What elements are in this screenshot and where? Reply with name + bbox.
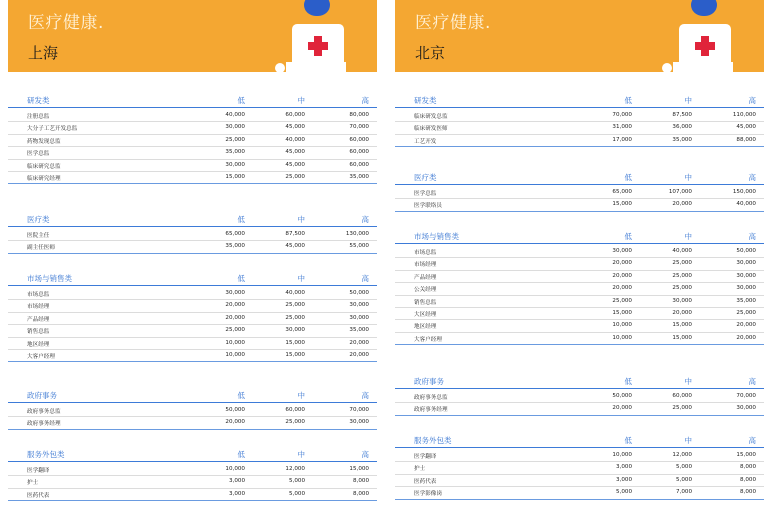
job-title-cell: 市场经理 xyxy=(27,304,50,311)
salary-high-cell: 70,000 xyxy=(736,393,756,399)
salary-low-cell: 35,000 xyxy=(225,149,245,156)
salary-section xyxy=(395,172,764,212)
salary-high-cell: 60,000 xyxy=(349,136,369,143)
salary-section xyxy=(395,95,764,147)
job-title-cell: 地区经理 xyxy=(27,341,50,348)
section-rows xyxy=(8,110,377,184)
job-title-cell: 临床研发总监 xyxy=(414,114,448,120)
salary-mid-cell: 60,000 xyxy=(285,407,305,413)
brand-title: 医疗健康. xyxy=(415,13,491,33)
salary-low-cell: 20,000 xyxy=(612,405,632,412)
section-title: 服务外包类 xyxy=(27,450,65,459)
salary-low-cell: 20,000 xyxy=(612,260,632,267)
salary-low-cell: 20,000 xyxy=(225,302,245,309)
salary-mid-cell: 25,000 xyxy=(672,260,692,267)
job-title-cell: 临床研究总监 xyxy=(27,163,61,170)
job-title-cell: 医学翻译 xyxy=(27,468,50,474)
salary-high-cell: 30,000 xyxy=(736,405,756,412)
salary-high-cell: 30,000 xyxy=(349,314,369,321)
table-row xyxy=(395,487,764,499)
job-title-cell: 药物发现总监 xyxy=(27,138,61,145)
salary-section xyxy=(395,231,764,345)
column-mid-header: 中 xyxy=(684,232,692,241)
salary-low-cell: 25,000 xyxy=(612,297,632,304)
salary-high-cell: 8,000 xyxy=(739,476,756,483)
salary-low-cell: 10,000 xyxy=(225,339,245,346)
job-title-cell: 工艺开发 xyxy=(414,138,437,145)
table-row xyxy=(395,391,764,403)
column-mid-header: 中 xyxy=(684,173,692,182)
salary-mid-cell: 35,000 xyxy=(672,136,692,143)
salary-low-cell: 20,000 xyxy=(612,272,632,279)
salary-low-cell: 3,000 xyxy=(228,490,245,497)
salary-high-cell: 20,000 xyxy=(349,339,369,346)
salary-low-cell: 5,000 xyxy=(615,489,632,496)
salary-section xyxy=(8,95,377,184)
job-title-cell: 市场经理 xyxy=(414,262,437,269)
table-row xyxy=(395,462,764,474)
salary-high-cell: 50,000 xyxy=(736,248,756,254)
job-title-cell: 医学翻译 xyxy=(414,454,437,460)
salary-high-cell: 30,000 xyxy=(736,272,756,279)
table-row xyxy=(395,122,764,134)
job-title-cell: 公关经理 xyxy=(414,287,437,294)
salary-high-cell: 40,000 xyxy=(736,201,756,208)
job-title-cell: 大区经理 xyxy=(414,311,437,318)
section-header xyxy=(8,449,377,462)
salary-high-cell: 8,000 xyxy=(352,490,369,497)
salary-mid-cell: 45,000 xyxy=(285,243,305,250)
section-header xyxy=(8,390,377,403)
salary-mid-cell: 87,500 xyxy=(672,112,692,118)
table-row xyxy=(8,288,377,300)
salary-low-cell: 50,000 xyxy=(225,407,245,413)
salary-low-cell: 50,000 xyxy=(612,393,632,399)
table-row xyxy=(8,350,377,362)
salary-low-cell: 30,000 xyxy=(612,248,632,254)
salary-mid-cell: 15,000 xyxy=(672,322,692,329)
table-row xyxy=(395,283,764,295)
brand-title: 医疗健康. xyxy=(28,13,104,33)
job-title-cell: 大客户经理 xyxy=(27,353,55,360)
salary-mid-cell: 25,000 xyxy=(285,302,305,309)
job-title-cell: 产品经理 xyxy=(414,274,437,281)
job-title-cell: 销售总监 xyxy=(27,329,50,336)
salary-low-cell: 10,000 xyxy=(612,322,632,329)
section-title: 医疗类 xyxy=(27,215,50,224)
salary-low-cell: 3,000 xyxy=(228,478,245,485)
salary-low-cell: 10,000 xyxy=(225,351,245,358)
salary-low-cell: 65,000 xyxy=(225,231,245,237)
salary-low-cell: 15,000 xyxy=(612,309,632,316)
table-row xyxy=(395,308,764,320)
salary-mid-cell: 45,000 xyxy=(285,161,305,168)
table-row xyxy=(8,489,377,501)
table-row xyxy=(395,320,764,332)
column-low-header: 低 xyxy=(624,96,632,105)
section-rows xyxy=(8,405,377,430)
salary-mid-cell: 40,000 xyxy=(285,290,305,296)
shanghai-column xyxy=(8,0,377,511)
column-high-header: 高 xyxy=(748,377,756,386)
salary-mid-cell: 25,000 xyxy=(285,173,305,180)
beijing-banner xyxy=(395,0,764,72)
table-row xyxy=(8,476,377,488)
salary-section xyxy=(395,376,764,416)
salary-mid-cell: 87,500 xyxy=(285,231,305,237)
salary-section xyxy=(8,449,377,501)
salary-high-cell: 20,000 xyxy=(736,334,756,341)
table-row xyxy=(395,135,764,147)
job-title-cell: 护士 xyxy=(27,480,39,487)
column-low-header: 低 xyxy=(237,96,245,105)
section-title: 研发类 xyxy=(27,96,50,105)
job-title-cell: 医学联络员 xyxy=(414,203,442,210)
job-title-cell: 医学总监 xyxy=(27,151,50,158)
column-mid-header: 中 xyxy=(297,450,305,459)
column-high-header: 高 xyxy=(361,274,369,283)
job-title-cell: 销售总监 xyxy=(414,299,437,306)
job-title-cell: 地区经理 xyxy=(414,324,437,331)
section-title: 服务外包类 xyxy=(414,436,452,445)
salary-high-cell: 30,000 xyxy=(349,302,369,309)
salary-section xyxy=(395,435,764,500)
city-name: 上海 xyxy=(28,44,59,62)
section-header xyxy=(395,376,764,389)
job-title-cell: 政府事务经理 xyxy=(414,407,448,414)
salary-high-cell: 35,000 xyxy=(736,297,756,304)
section-title: 市场与销售类 xyxy=(27,274,72,283)
section-header xyxy=(395,435,764,448)
salary-high-cell: 30,000 xyxy=(736,260,756,267)
column-low-header: 低 xyxy=(624,436,632,445)
salary-low-cell: 15,000 xyxy=(225,173,245,180)
salary-mid-cell: 7,000 xyxy=(675,489,692,496)
salary-mid-cell: 15,000 xyxy=(672,334,692,341)
salary-low-cell: 20,000 xyxy=(612,285,632,292)
medical-kit-icon xyxy=(266,0,376,72)
table-row xyxy=(395,333,764,345)
salary-high-cell: 30,000 xyxy=(736,285,756,292)
table-row xyxy=(395,296,764,308)
salary-high-cell: 45,000 xyxy=(736,124,756,131)
shanghai-banner xyxy=(8,0,377,72)
job-title-cell: 大分子工艺开发总监 xyxy=(27,126,78,133)
salary-low-cell: 20,000 xyxy=(225,314,245,321)
salary-mid-cell: 36,000 xyxy=(672,124,692,131)
table-row xyxy=(8,147,377,159)
table-row xyxy=(8,135,377,147)
salary-section xyxy=(8,390,377,430)
section-rows xyxy=(395,110,764,147)
job-title-cell: 医院主任 xyxy=(27,233,50,239)
table-row xyxy=(8,464,377,476)
salary-mid-cell: 5,000 xyxy=(675,476,692,483)
salary-section xyxy=(8,214,377,254)
table-row xyxy=(8,300,377,312)
salary-low-cell: 10,000 xyxy=(612,452,632,458)
salary-high-cell: 150,000 xyxy=(732,189,756,195)
salary-mid-cell: 30,000 xyxy=(672,297,692,304)
salary-mid-cell: 12,000 xyxy=(285,466,305,472)
column-low-header: 低 xyxy=(624,232,632,241)
salary-high-cell: 88,000 xyxy=(736,136,756,143)
column-low-header: 低 xyxy=(624,173,632,182)
job-title-cell: 市场总监 xyxy=(27,292,50,298)
salary-mid-cell: 15,000 xyxy=(285,351,305,358)
salary-high-cell: 15,000 xyxy=(349,466,369,472)
salary-low-cell: 3,000 xyxy=(615,476,632,483)
table-row xyxy=(8,172,377,184)
city-name: 北京 xyxy=(415,44,446,62)
salary-low-cell: 31,000 xyxy=(612,124,632,131)
salary-mid-cell: 25,000 xyxy=(672,405,692,412)
salary-high-cell: 70,000 xyxy=(349,124,369,131)
job-title-cell: 政府事务经理 xyxy=(27,421,61,428)
salary-low-cell: 35,000 xyxy=(225,243,245,250)
column-mid-header: 中 xyxy=(297,274,305,283)
salary-low-cell: 30,000 xyxy=(225,124,245,131)
beijing-column xyxy=(395,0,764,511)
salary-mid-cell: 40,000 xyxy=(285,136,305,143)
salary-mid-cell: 45,000 xyxy=(285,124,305,131)
salary-mid-cell: 60,000 xyxy=(672,393,692,399)
table-row xyxy=(395,199,764,211)
section-rows xyxy=(395,187,764,212)
table-row xyxy=(8,160,377,172)
table-row xyxy=(395,403,764,415)
column-high-header: 高 xyxy=(361,391,369,400)
salary-high-cell: 50,000 xyxy=(349,290,369,296)
salary-high-cell: 110,000 xyxy=(732,112,756,118)
column-high-header: 高 xyxy=(748,96,756,105)
column-low-header: 低 xyxy=(237,274,245,283)
salary-high-cell: 30,000 xyxy=(349,419,369,426)
job-title-cell: 临床研发医师 xyxy=(414,126,448,133)
salary-high-cell: 8,000 xyxy=(352,478,369,485)
column-high-header: 高 xyxy=(361,215,369,224)
section-header xyxy=(8,95,377,108)
salary-low-cell: 30,000 xyxy=(225,161,245,168)
section-header xyxy=(8,214,377,227)
salary-low-cell: 15,000 xyxy=(612,201,632,208)
column-mid-header: 中 xyxy=(297,391,305,400)
table-row xyxy=(8,405,377,417)
column-high-header: 高 xyxy=(361,450,369,459)
salary-mid-cell: 5,000 xyxy=(675,464,692,471)
salary-low-cell: 70,000 xyxy=(612,112,632,118)
salary-mid-cell: 30,000 xyxy=(285,327,305,334)
column-low-header: 低 xyxy=(237,450,245,459)
column-high-header: 高 xyxy=(748,436,756,445)
salary-mid-cell: 60,000 xyxy=(285,112,305,118)
column-low-header: 低 xyxy=(237,215,245,224)
salary-low-cell: 65,000 xyxy=(612,189,632,195)
column-mid-header: 中 xyxy=(684,377,692,386)
column-high-header: 高 xyxy=(361,96,369,105)
job-title-cell: 注册总监 xyxy=(27,114,50,120)
section-header xyxy=(395,231,764,244)
section-title: 政府事务 xyxy=(27,391,57,400)
table-row xyxy=(8,313,377,325)
salary-mid-cell: 45,000 xyxy=(285,149,305,156)
salary-high-cell: 20,000 xyxy=(736,322,756,329)
salary-mid-cell: 25,000 xyxy=(672,272,692,279)
section-header xyxy=(8,273,377,286)
salary-mid-cell: 40,000 xyxy=(672,248,692,254)
salary-mid-cell: 20,000 xyxy=(672,309,692,316)
salary-high-cell: 8,000 xyxy=(739,489,756,496)
column-low-header: 低 xyxy=(237,391,245,400)
table-row xyxy=(8,122,377,134)
job-title-cell: 产品经理 xyxy=(27,316,50,323)
salary-low-cell: 17,000 xyxy=(612,136,632,143)
salary-high-cell: 130,000 xyxy=(345,231,369,237)
salary-high-cell: 60,000 xyxy=(349,161,369,168)
salary-high-cell: 55,000 xyxy=(349,243,369,250)
job-title-cell: 政府事务总监 xyxy=(27,409,61,415)
salary-high-cell: 35,000 xyxy=(349,327,369,334)
table-row xyxy=(8,417,377,429)
salary-high-cell: 20,000 xyxy=(349,351,369,358)
section-title: 研发类 xyxy=(414,96,437,105)
section-rows xyxy=(8,288,377,362)
salary-low-cell: 25,000 xyxy=(225,136,245,143)
job-title-cell: 副主任医师 xyxy=(27,245,55,252)
salary-low-cell: 40,000 xyxy=(225,112,245,118)
table-row xyxy=(395,475,764,487)
salary-mid-cell: 5,000 xyxy=(288,490,305,497)
section-title: 医疗类 xyxy=(414,173,437,182)
salary-mid-cell: 25,000 xyxy=(285,314,305,321)
job-title-cell: 医药代表 xyxy=(27,492,50,499)
job-title-cell: 医学影像岗 xyxy=(414,491,442,498)
job-title-cell: 护士 xyxy=(414,466,426,473)
job-title-cell: 医学总监 xyxy=(414,191,437,197)
salary-mid-cell: 107,000 xyxy=(668,189,692,195)
salary-low-cell: 25,000 xyxy=(225,327,245,334)
salary-high-cell: 8,000 xyxy=(739,464,756,471)
salary-mid-cell: 5,000 xyxy=(288,478,305,485)
salary-low-cell: 20,000 xyxy=(225,419,245,426)
column-low-header: 低 xyxy=(624,377,632,386)
section-rows xyxy=(8,464,377,501)
table-row xyxy=(8,325,377,337)
section-rows xyxy=(395,391,764,416)
job-title-cell: 大客户经理 xyxy=(414,336,442,343)
medical-kit-icon xyxy=(653,0,763,72)
table-row xyxy=(395,246,764,258)
salary-high-cell: 15,000 xyxy=(736,452,756,458)
table-row xyxy=(8,241,377,253)
table-row xyxy=(8,229,377,241)
column-high-header: 高 xyxy=(748,232,756,241)
column-mid-header: 中 xyxy=(297,96,305,105)
section-title: 政府事务 xyxy=(414,377,444,386)
section-rows xyxy=(395,246,764,345)
section-header xyxy=(395,95,764,108)
section-title: 市场与销售类 xyxy=(414,232,459,241)
job-title-cell: 临床研究经理 xyxy=(27,175,61,182)
table-row xyxy=(395,110,764,122)
section-rows xyxy=(395,450,764,500)
section-rows xyxy=(8,229,377,254)
salary-low-cell: 3,000 xyxy=(615,464,632,471)
salary-low-cell: 10,000 xyxy=(612,334,632,341)
table-row xyxy=(8,338,377,350)
salary-mid-cell: 15,000 xyxy=(285,339,305,346)
salary-low-cell: 10,000 xyxy=(225,466,245,472)
table-row xyxy=(395,187,764,199)
table-row xyxy=(395,258,764,270)
salary-high-cell: 25,000 xyxy=(736,309,756,316)
salary-high-cell: 35,000 xyxy=(349,173,369,180)
job-title-cell: 医药代表 xyxy=(414,478,437,485)
column-mid-header: 中 xyxy=(684,436,692,445)
salary-high-cell: 80,000 xyxy=(349,112,369,118)
table-row xyxy=(395,271,764,283)
table-row xyxy=(395,450,764,462)
column-high-header: 高 xyxy=(748,173,756,182)
job-title-cell: 市场总监 xyxy=(414,250,437,256)
salary-high-cell: 60,000 xyxy=(349,149,369,156)
column-mid-header: 中 xyxy=(297,215,305,224)
salary-mid-cell: 25,000 xyxy=(672,285,692,292)
table-row xyxy=(8,110,377,122)
salary-mid-cell: 12,000 xyxy=(672,452,692,458)
salary-mid-cell: 25,000 xyxy=(285,419,305,426)
salary-low-cell: 30,000 xyxy=(225,290,245,296)
salary-high-cell: 70,000 xyxy=(349,407,369,413)
section-header xyxy=(395,172,764,185)
job-title-cell: 政府事务总监 xyxy=(414,395,448,401)
salary-section xyxy=(8,273,377,362)
column-mid-header: 中 xyxy=(684,96,692,105)
salary-mid-cell: 20,000 xyxy=(672,201,692,208)
